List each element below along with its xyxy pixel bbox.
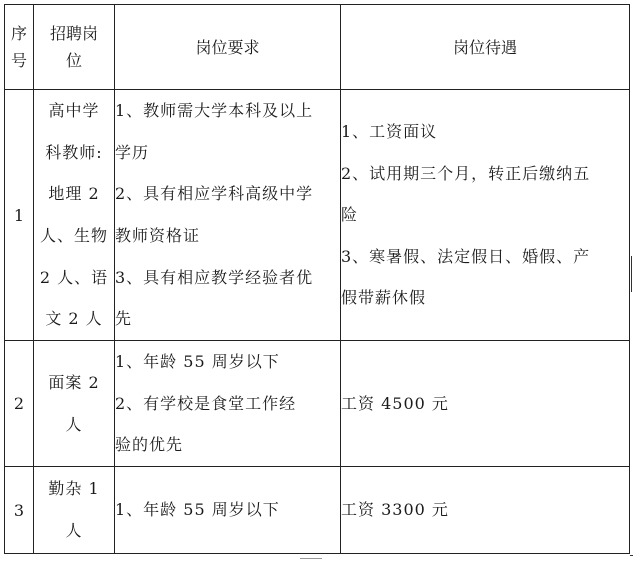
row-position xyxy=(34,341,115,467)
scan-edge-mark xyxy=(631,256,632,292)
row-position xyxy=(34,90,115,341)
header-position-line2: 位 xyxy=(65,51,82,70)
benefit-line: 工资 4500 元 xyxy=(341,393,449,413)
header-row xyxy=(5,5,630,90)
row-benefits xyxy=(341,467,630,554)
row-requirements xyxy=(115,341,341,467)
benefit-line: 假带薪休假 xyxy=(341,288,427,308)
header-seq-line1: 序 xyxy=(10,24,27,43)
position-line: 人 xyxy=(65,414,83,434)
position-line: 地理 2 xyxy=(48,184,100,204)
row-seq: 3 xyxy=(5,467,34,554)
requirement-line: 验的优先 xyxy=(115,435,184,455)
requirement-line: 1、教师需大学本科及以上 xyxy=(115,101,314,121)
position-line: 勤杂 1 xyxy=(48,479,100,499)
row-requirements xyxy=(115,90,341,341)
benefit-line: 1、工资面议 xyxy=(341,122,438,142)
requirement-line: 2、具有相应学科高级中学 xyxy=(115,184,314,204)
requirement-line: 3、具有相应教学经验者优 xyxy=(115,267,314,287)
header-requirements: 岗位要求 xyxy=(115,5,341,90)
benefit-line: 3、寒暑假、法定假日、婚假、产 xyxy=(341,246,591,266)
benefit-line: 2、试用期三个月，转正后缴纳五 xyxy=(341,163,591,183)
position-line: 文 2 人 xyxy=(45,309,103,329)
header-benefits: 岗位待遇 xyxy=(341,5,630,90)
row-benefits xyxy=(341,90,630,341)
table-row xyxy=(5,90,630,341)
row-benefits xyxy=(341,341,630,467)
position-line: 2 人、语 xyxy=(39,267,109,287)
requirement-line: 学历 xyxy=(115,142,150,162)
position-line: 人 xyxy=(65,521,83,540)
benefit-line: 险 xyxy=(341,205,359,225)
row-requirements xyxy=(115,467,341,554)
benefit-line: 工资 3300 元 xyxy=(341,500,449,520)
position-line: 人、生物 xyxy=(39,226,108,245)
position-line: 高中学 xyxy=(48,101,100,121)
header-position xyxy=(34,5,115,90)
recruitment-table-wrapper xyxy=(4,4,630,554)
header-position-line1: 招聘岗 xyxy=(49,24,98,43)
row-position xyxy=(34,467,115,554)
requirement-line: 教师资格证 xyxy=(115,226,201,245)
requirement-line: 先 xyxy=(115,309,133,329)
requirement-line: 2、有学校是食堂工作经 xyxy=(115,393,297,413)
requirement-line: 1、年龄 55 周岁以下 xyxy=(115,352,280,372)
row-seq: 2 xyxy=(5,341,34,467)
header-seq-line2: 号 xyxy=(10,51,27,70)
requirement-line: 1、年龄 55 周岁以下 xyxy=(115,500,280,520)
underline-tick xyxy=(630,555,633,556)
recruitment-table xyxy=(4,4,630,554)
row-seq: 1 xyxy=(5,90,34,341)
table-row xyxy=(5,341,630,467)
table-row xyxy=(5,467,630,554)
position-line: 科教师: xyxy=(45,142,103,162)
header-seq xyxy=(5,5,34,90)
position-line: 面案 2 xyxy=(48,372,100,392)
underline-tick xyxy=(300,558,322,559)
